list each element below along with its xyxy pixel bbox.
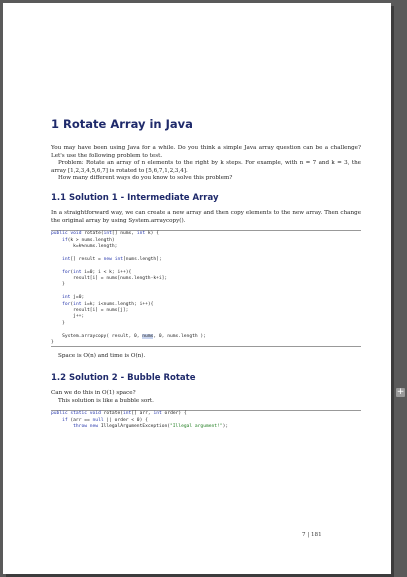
document-page	[3, 3, 391, 574]
code-line: int j=0;	[62, 295, 85, 301]
chapter-heading: 1 Rotate Array in Java	[51, 117, 193, 131]
section-1-complexity: Space is O(n) and time is O(n).	[58, 353, 146, 360]
page-shadow-right	[391, 6, 394, 574]
code-line: int[] result = new int[nums.length];	[62, 256, 162, 262]
code-line: result[i] = nums[nums.length-k+i];	[51, 276, 168, 281]
intro-paragraph-2: Problem: Rotate an array of n elements to the right by k steps. For example, with n = 7 and k = 3, the array [1,2,3,4,5,6,7] is rotated to [5,6,7,1,2,3,4].	[51, 160, 361, 174]
section-1-paragraph: In a straightforward way, we can create a new array and then copy elements to the new array. Then change the original array by using System.arraycopy().	[51, 209, 361, 224]
code-line: for(int i=k; i<nums.length; i++){	[62, 301, 154, 307]
section-2-heading: 1.2 Solution 2 - Bubble Rotate	[51, 373, 196, 384]
code-line: if (arr == null || order < 0) {	[62, 417, 148, 423]
section-2-paragraph-2: This solution is like a bubble sort.	[58, 397, 154, 404]
code-line: }	[51, 340, 54, 346]
code-line: result[i] = nums[j];	[51, 308, 129, 314]
page-content	[51, 117, 361, 430]
code-line: if(k > nums.length)	[62, 237, 115, 243]
code-line: }	[51, 320, 65, 326]
code-line: k=k%nums.length;	[51, 243, 118, 249]
code-line: for(int i=0; i < k; i++){	[62, 269, 132, 275]
code-line: System.arraycopy( result, 0, nums, 0, nums.length );	[51, 333, 206, 339]
plus-icon[interactable]: +	[396, 387, 405, 397]
code-line: j++;	[51, 314, 85, 320]
code-block-1	[51, 231, 361, 346]
section-2-paragraph-1: Can we do this in O(1) space?	[51, 390, 136, 397]
section-1-heading: 1.1 Solution 1 - Intermediate Array	[51, 192, 219, 203]
code-line: public static void rotate(int[] arr, int order) {	[51, 411, 187, 417]
code-line: }	[51, 282, 65, 288]
code-line: throw new IllegalArgumentException("Illegal argument!");	[73, 424, 229, 430]
page-number: 7 | 181	[302, 532, 322, 538]
intro-paragraph-1: You may have been using Java for a while. Do you think a simple Java array question can be a challenge? Let's use the following problem to test.	[51, 145, 361, 159]
code-block-2	[51, 411, 361, 430]
intro-paragraph-3: How many different ways do you know to solve this problem?	[58, 175, 233, 182]
code-line: public void rotate(int[] nums, int k) {	[51, 231, 159, 237]
search-highlight: nums	[142, 333, 154, 339]
